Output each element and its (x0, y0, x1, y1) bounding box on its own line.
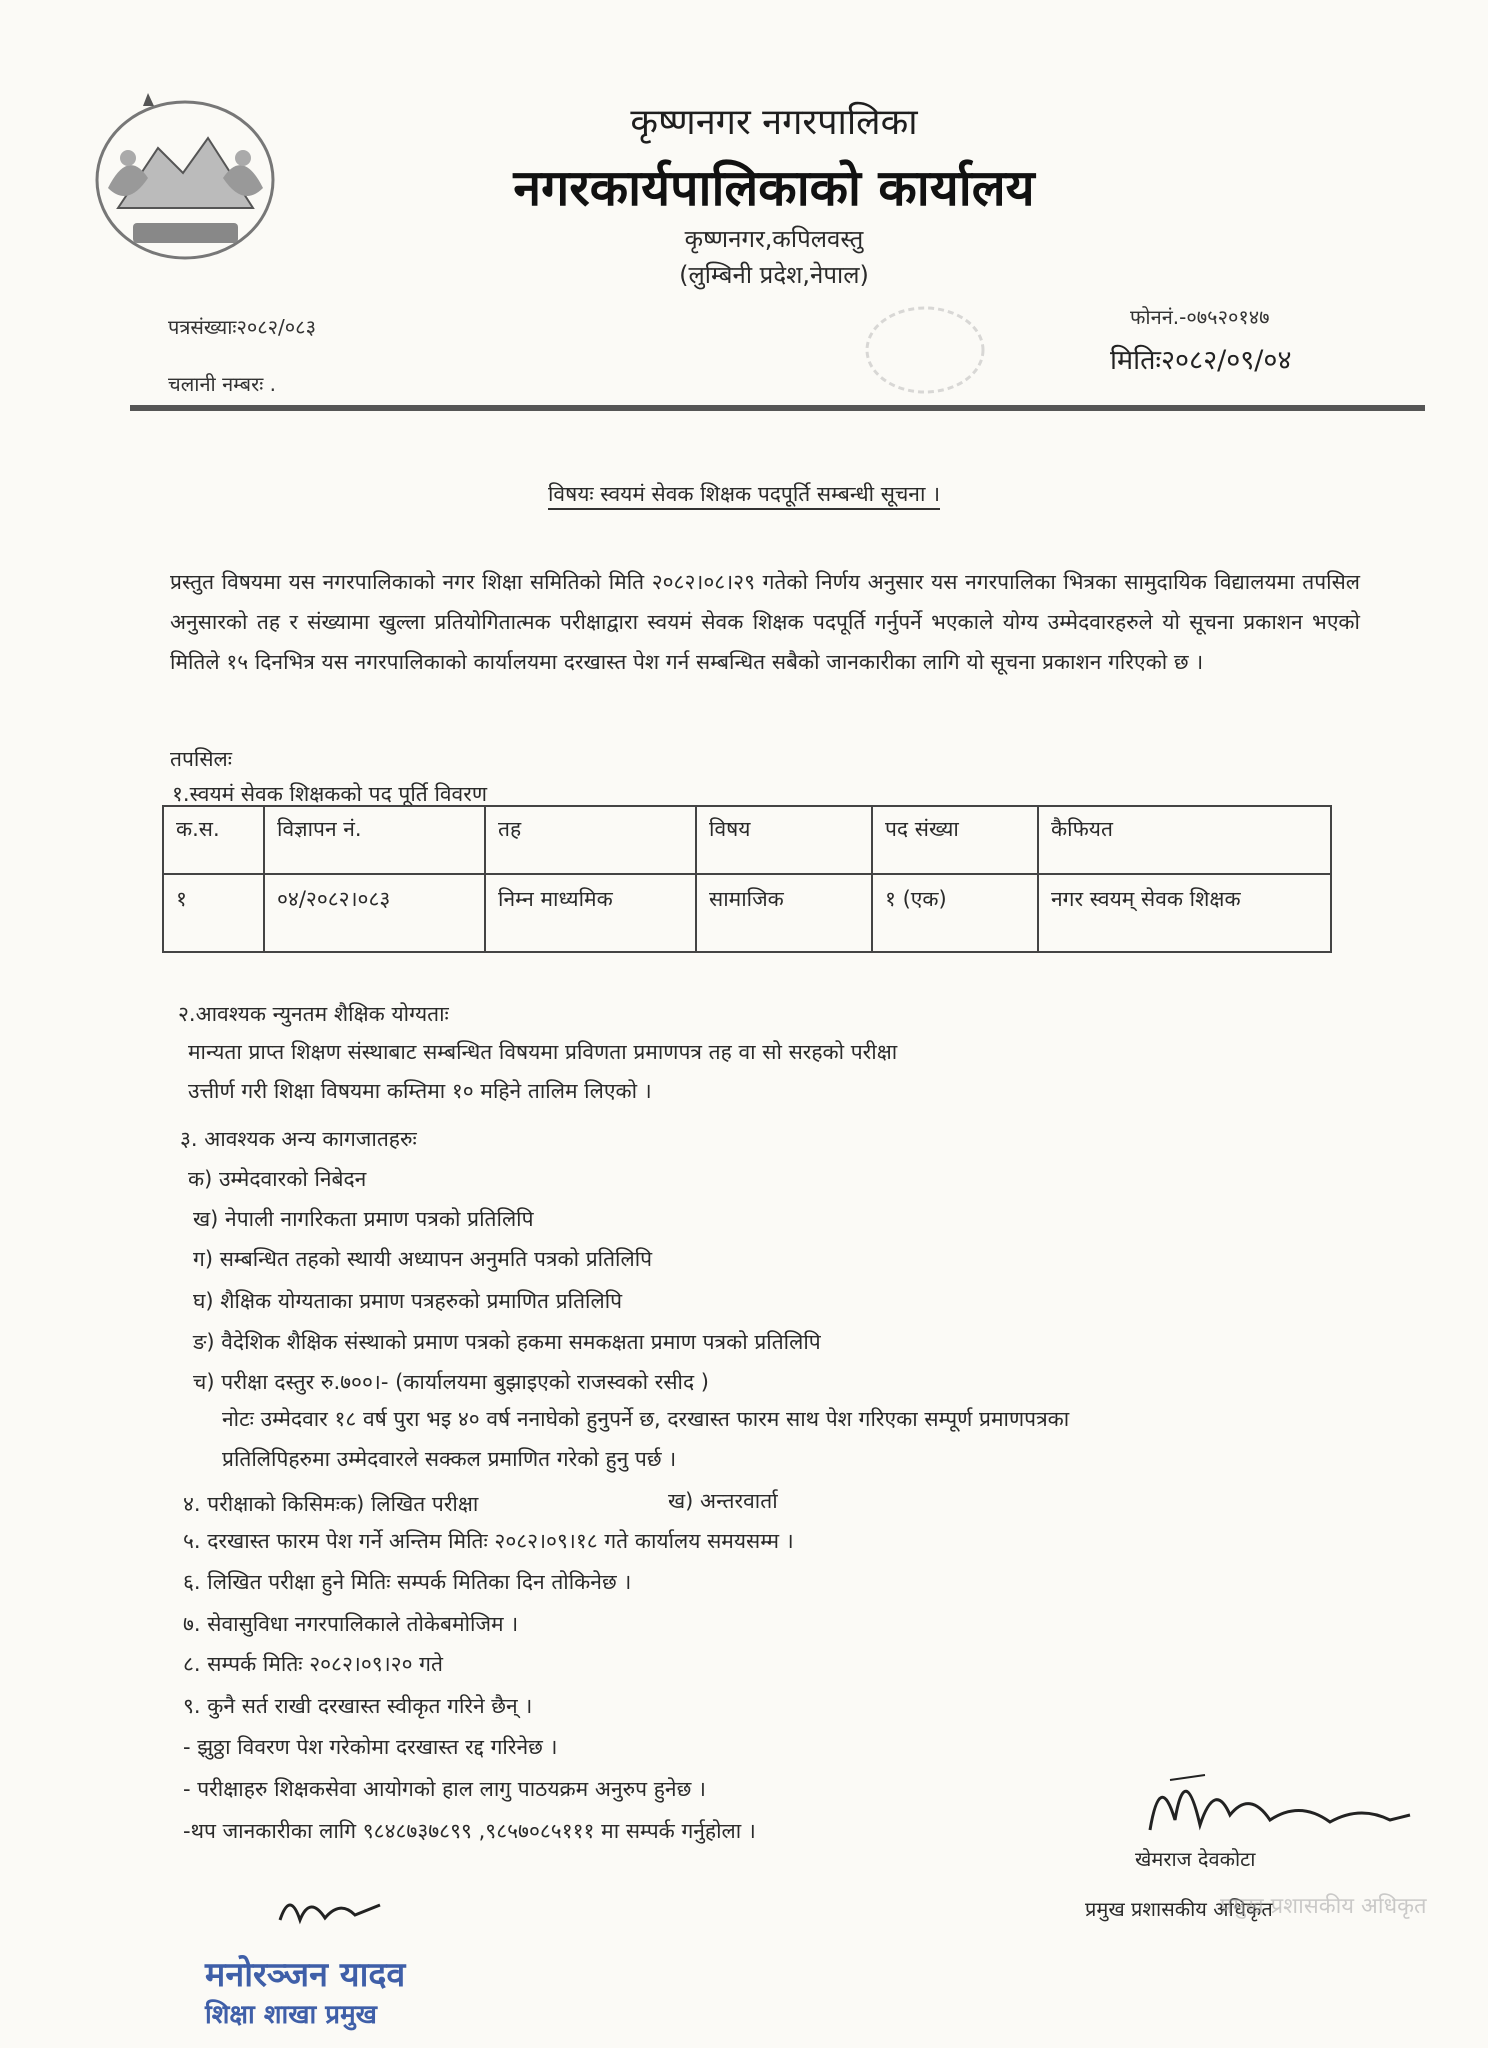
vacancy-table (162, 805, 1332, 953)
notice-subject: विषयः स्वयमं सेवक शिक्षक पदपूर्ति सम्बन्धी सूचना । (0, 480, 1488, 508)
contact-date-point: ८. सम्पर्क मितिः २०८२।०९।२० गते (183, 1652, 443, 1676)
col-header: विषय (696, 806, 872, 874)
qualification-line1: मान्यता प्राप्त शिक्षण संस्थाबाट सम्बन्धित विषयमा प्रविणता प्रमाणपत्र तह वा सो सरहको परीक्षा (188, 1040, 898, 1064)
exam-type-interview: ख) अन्तरवार्ता (668, 1489, 778, 1513)
document-item: घ) शैक्षिक योग्यताका प्रमाण पत्रहरुको प्रमाणित प्रतिलिपि (193, 1289, 623, 1313)
office-address: कृष्णनगर,कपिलवस्तु (684, 225, 864, 253)
col-header: कैफियत (1038, 806, 1331, 874)
letter-number: पत्रसंख्याः२०८२/०८३ (168, 315, 316, 339)
faint-stamp-icon (860, 300, 990, 400)
table-cell: निम्न माध्यमिक (485, 874, 696, 952)
table-header-row (163, 806, 1331, 874)
note-line1: नोटः उम्मेदवार १८ वर्ष पुरा भइ ४० वर्ष ननाघेको हुनुपर्ने छ, दरखास्त फारम साथ पेश गरिएका सम्पूर्ण प्रमाणपत्रका (222, 1407, 1070, 1431)
col-header: पद संख्या (872, 806, 1038, 874)
exam-type: ४. परीक्षाको किसिमःक) लिखित परीक्षा (183, 1492, 479, 1516)
note-line2: प्रतिलिपिहरुमा उम्मेदवारले सक्कल प्रमाणित गरेको हुनु पर्छ । (222, 1447, 677, 1471)
contact-info-point: -थप जानकारीका लागि ९८४८७३७८९९ ,९८५७०८५१११ मा सम्पर्क गर्नुहोला । (183, 1819, 756, 1843)
col-header: तह (485, 806, 696, 874)
document-item: ग) सम्बन्धित तहको स्थायी अध्यापन अनुमति पत्रको प्रतिलिपि (193, 1247, 653, 1271)
officer-name: खेमराज देवकोटा (1135, 1847, 1256, 1871)
education-chief-stamp: मनोरञ्जन यादव शिक्षा शाखा प्रमुख (205, 1955, 406, 2030)
syllabus-point: - परीक्षाहरु शिक्षकसेवा आयोगको हाल लागु पाठयक्रम अनुरुप हुनेछ । (183, 1777, 706, 1801)
office-title: नगरकार्यपालिकाको कार्यालय (513, 159, 1035, 217)
table-cell: नगर स्वयम् सेवक शिक्षक (1038, 874, 1331, 952)
deadline-point: ५. दरखास्त फारम पेश गर्ने अन्तिम मितिः २०८२।०९।१८ गते कार्यालय समयसम्म । (183, 1529, 794, 1553)
officer-designation: प्रमुख प्रशासकीय अधिकृत (1085, 1897, 1273, 1921)
designation-stamp: प्रमुख प्रशासकीय अधिकृत (1220, 1894, 1427, 1919)
document-item: ङ) वैदेशिक शैक्षिक संस्थाको प्रमाण पत्रको हकमा समकक्षता प्रमाण पत्रको प्रतिलिपि (193, 1330, 821, 1354)
office-province: (लुम्बिनी प्रदेश,नेपाल) (679, 261, 869, 289)
qualification-line2: उत्तीर्ण गरी शिक्षा विषयमा कम्तिमा १० महिने तालिम लिएको । (188, 1079, 652, 1103)
tapasil-label: तपसिलः (170, 747, 233, 771)
phone-number: फोननं.-०७५२०१४७ (1130, 305, 1270, 329)
education-chief-signature-icon (270, 1880, 390, 1940)
document-item: ख) नेपाली नागरिकता प्रमाण पत्रको प्रतिलिपि (193, 1207, 534, 1231)
intro-paragraph: प्रस्तुत विषयमा यस नगरपालिकाको नगर शिक्षा समितिको मिति २०८२।०८।२९ गतेको निर्णय अनुसार यस नगरपालिका भित्रका सामुदायिक विद्यालयमा तपसिल अनुसारको तह र संख्यामा खुल्ला प्रतियोगितात्मक परीक्षाद्वारा स्वयमं सेवक शिक्षक पदपूर्ति गर्नुपर्ने भएकाले योग्य उम्मेदवारहरुले यो सूचना प्रकाशन भएको मितिले १५ दिनभित्र यस नगरपालिकाको कार्यालयमा दरखास्त पेश गर्न सम्बन्धित सबैको जानकारीका लागि यो सूचना प्रकाशन गरिएको छ । (170, 570, 1360, 674)
col-header: क.स. (163, 806, 264, 874)
conditions-point: ९. कुनै सर्त राखी दरखास्त स्वीकृत गरिने छैन् । (183, 1694, 533, 1718)
table-cell: ०४/२०८२।०८३ (264, 874, 485, 952)
col-header: विज्ञापन नं. (264, 806, 485, 874)
false-info-point: - झुठ्ठा विवरण पेश गरेकोमा दरखास्त रद्द गरिनेछ । (183, 1735, 558, 1759)
written-exam-point: ६. लिखित परीक्षा हुने मितिः सम्पर्क मितिका दिन तोकिनेछ । (183, 1570, 632, 1594)
municipality-name: कृष्णनगर नगरपालिका (630, 102, 918, 143)
header-divider (130, 405, 1425, 411)
table-cell: १ (एक) (872, 874, 1038, 952)
section3-title: ३. आवश्यक अन्य कागजातहरुः (180, 1127, 417, 1151)
officer-signature-icon (1130, 1750, 1430, 1850)
document-item: च) परीक्षा दस्तुर रु.७००।- (कार्यालयमा बुझाइएको राजस्वको रसीद ) (193, 1370, 709, 1394)
table-cell: सामाजिक (696, 874, 872, 952)
section2-title: २.आवश्यक न्युनतम शैक्षिक योग्यताः (178, 1002, 449, 1026)
section1-title: १.स्वयमं सेवक शिक्षकको पद पूर्ति विवरण (172, 782, 488, 806)
table-cell: १ (163, 874, 264, 952)
table-row (163, 874, 1331, 952)
dispatch-number: चलानी नम्बरः . (168, 372, 277, 396)
letter-date: मितिः२०८२/०९/०४ (1110, 345, 1292, 376)
benefits-point: ७. सेवासुविधा नगरपालिकाले तोकेबमोजिम । (183, 1612, 519, 1636)
document-item: क) उम्मेदवारको निबेदन (188, 1167, 367, 1191)
